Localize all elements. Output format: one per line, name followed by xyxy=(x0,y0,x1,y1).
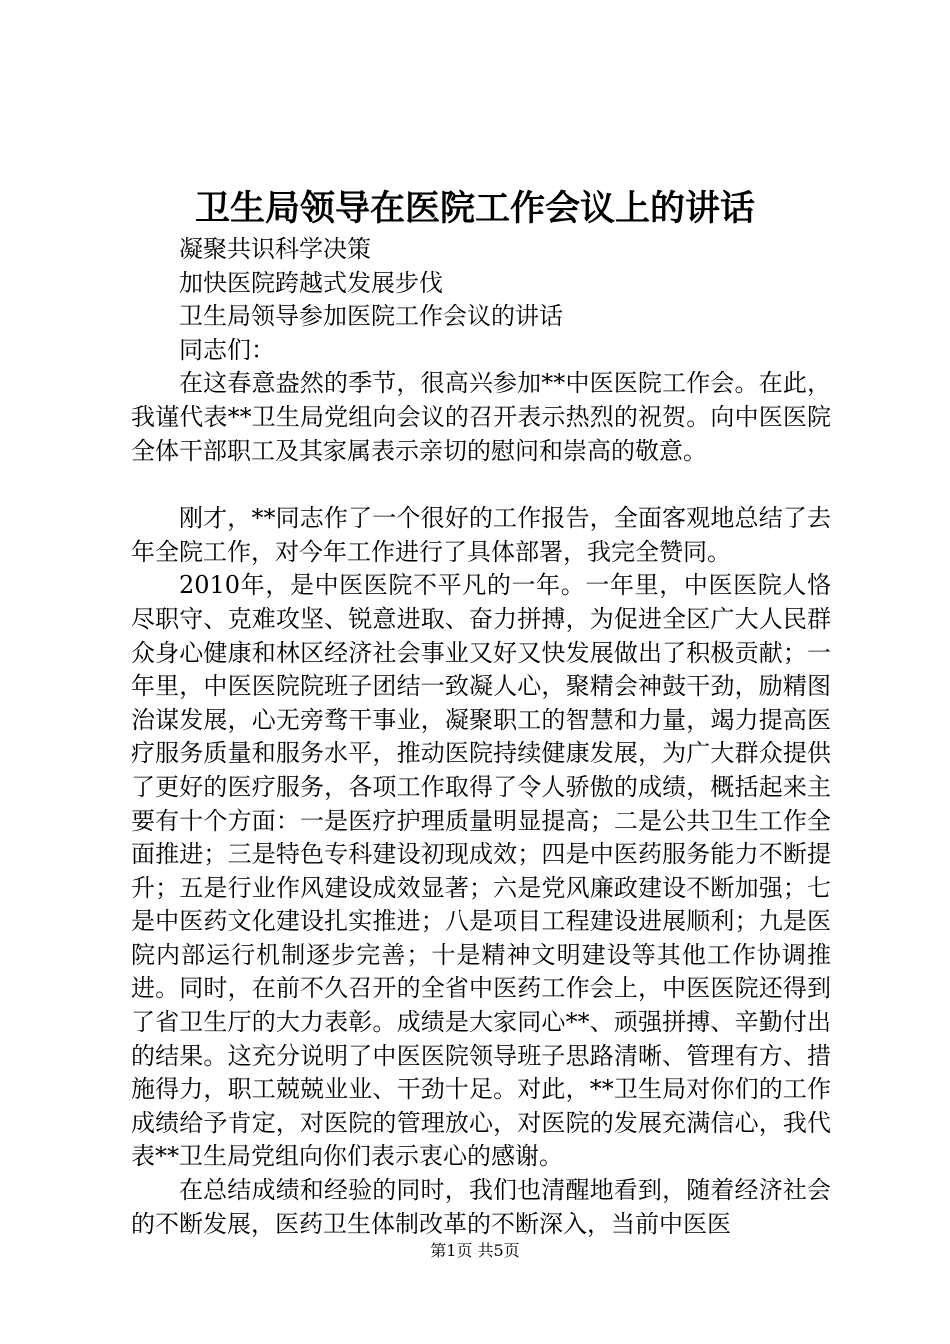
document-title: 卫生局领导在医院工作会议上的讲话 xyxy=(194,188,755,229)
paragraph: 在这春意盎然的季节，很高兴参加**中医医院工作会。在此，我谨代表**卫生局党组向会议的召开表示热烈的祝贺。向中医医院全体干部职工及其家属表示亲切的慰问和崇高的敬意。 xyxy=(131,369,831,465)
paragraph-gap xyxy=(131,468,831,502)
paragraph: 2010年，是中医医院不平凡的一年。一年里，中医医院人恪尽职守、克难攻坚、锐意进取、奋力拼搏，为促进全区广大人民群众身心健康和林区经济社会事业又好又快发展做出了积极贡献；一年里，中医医院院班子团结一致凝人心，聚精会神鼓干劲，励精图治谋发展，心无旁骛干事业，凝聚职工的智慧和力量，竭力提高医疗服务质量和服务水平，推动医院持续健康发展，为广大群众提供了更好的医疗服务，各项工作取得了令人骄傲的成绩，概括起来主要有十个方面：一是医疗护理质量明显提高；二是公共卫生工作全面推进；三是特色专科建设初现成效；四是中医药服务能力不断提升；五是行业作风建设成效显著；六是党风廉政建设不断加强；七是中医药文化建设扎实推进；八是项目工程建设进展顺利；九是医院内部运行机制逐步完善；十是精神文明建设等其他工作协调推进。同时，在前不久召开的全省中医药工作会上，中医医院还得到了省卫生厅的大力表彰。成绩是大家同心**、顽强拼搏、辛勤付出的结果。这充分说明了中医医院领导班子思路清晰、管理有方、措施得力，职工兢兢业业、干劲十足。对此，**卫生局对你们的工作成绩给予肯定，对医院的管理放心，对医院的发展充满信心，我代表**卫生局党组向你们表示衷心的感谢。 xyxy=(131,571,831,1171)
subtitle-line: 卫生局领导参加医院工作会议的讲话 xyxy=(179,302,563,331)
salutation: 同志们： xyxy=(179,335,275,364)
subtitle-line: 加快医院跨越式发展步伐 xyxy=(179,268,443,297)
document-body xyxy=(131,233,831,1241)
page-footer: 第1页 共5页 xyxy=(430,1241,520,1260)
paragraph: 在总结成绩和经验的同时，我们也清醒地看到，随着经济社会的不断发展，医药卫生体制改革的不断深入，当前中医医 xyxy=(131,1176,831,1238)
subtitle-line: 凝聚共识科学决策 xyxy=(179,235,371,263)
paragraph: 刚才，**同志作了一个很好的工作报告，全面客观地总结了去年全院工作，对今年工作进行了具体部署，我完全赞同。 xyxy=(131,504,831,566)
